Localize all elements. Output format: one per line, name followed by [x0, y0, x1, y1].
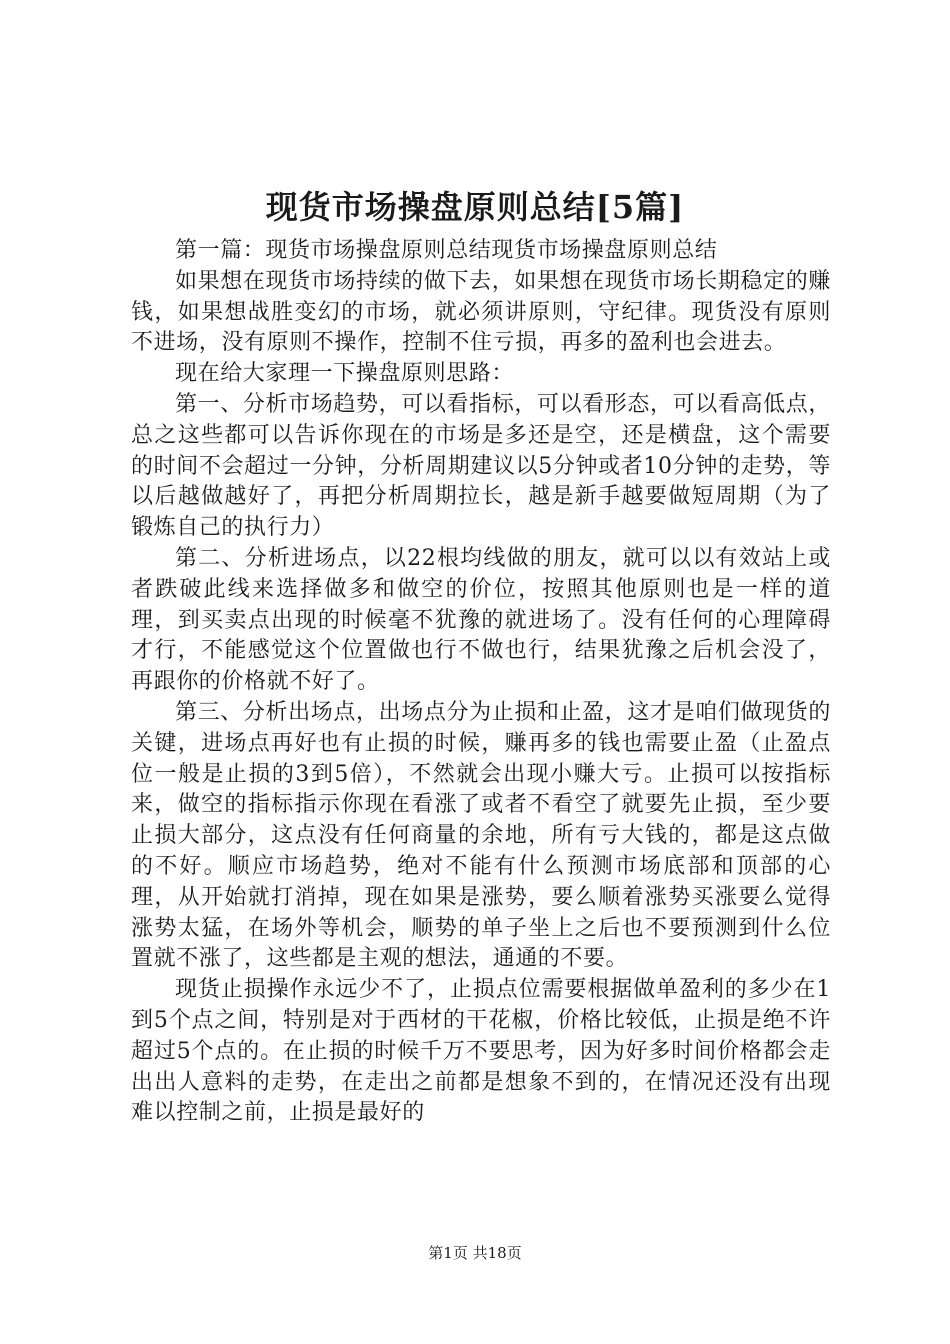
paragraph-chapter-heading: 第一篇：现货市场操盘原则总结现货市场操盘原则总结 — [175, 238, 718, 263]
paragraph-point-one: 第一、分析市场趋势，可以看指标，可以看形态，可以看高低点，总之这些都可以告诉你现在的市场是多还是空，还是横盘，这个需要的时间不会超过一分钟，分析周期建议以5分钟或者10分钟的走势，等以后越做越好了，再把分析周期拉长，越是新手越要做短周期（为了锻炼自己的执行力） — [131, 391, 831, 541]
paragraph-intro: 如果想在现货市场持续的做下去，如果想在现货市场长期稳定的赚钱，如果想战胜变幻的市场，就必须讲原则，守纪律。现货没有原则不进场，没有原则不操作，控制不住亏损，再多的盈利也会进去。 — [131, 268, 831, 356]
paragraph-point-three: 第三、分析出场点，出场点分为止损和止盈，这才是咱们做现货的关键，进场点再好也有止损的时候，赚再多的钱也需要止盈（止盈点位一般是止损的3到5倍），不然就会出现小赚大亏。止损可以按指标来，做空的指标指示你现在看涨了或者不看空了就要先止损，至少要止损大部分，这点没有任何商量的余地，所有亏大钱的，都是这点做的不好。顺应市场趋势，绝对不能有什么预测市场底部和顶部的心理，从开始就打消掉，现在如果是涨势，要么顺着涨势买涨要么觉得涨势太猛，在场外等机会，顺势的单子坐上之后也不要预测到什么位置就不涨了，这些都是主观的想法，通通的不要。 — [131, 699, 831, 972]
paragraph-outline-lead: 现在给大家理一下操盘原则思路： — [175, 361, 515, 387]
document-title: 现货市场操盘原则总结[5篇] — [265, 188, 685, 226]
paragraph-point-two: 第二、分析进场点，以22根均线做的朋友，就可以以有效站上或者跌破此线来选择做多和做空的价位，按照其他原则也是一样的道理，到买卖点出现的时候毫不犹豫的就进场了。没有任何的心理障碍才行，不能感觉这个位置做也行不做也行，结果犹豫之后机会没了，再跟你的价格就不好了。 — [131, 545, 831, 695]
document-body — [131, 236, 831, 1129]
page-number: 第1页 共18页 — [428, 1244, 522, 1262]
paragraph-stop-loss: 现货止损操作永远少不了，止损点位需要根据做单盈利的多少在1到5个点之间，特别是对于西材的干花椒，价格比较低，止损是绝不许超过5个点的。在止损的时候千万不要思考，因为好多时间价格都会走出出人意料的走势，在走出之前都是想象不到的，在情况还没有出现难以控制之前，止损是最好的 — [131, 977, 831, 1126]
page-footer — [0, 1243, 950, 1263]
